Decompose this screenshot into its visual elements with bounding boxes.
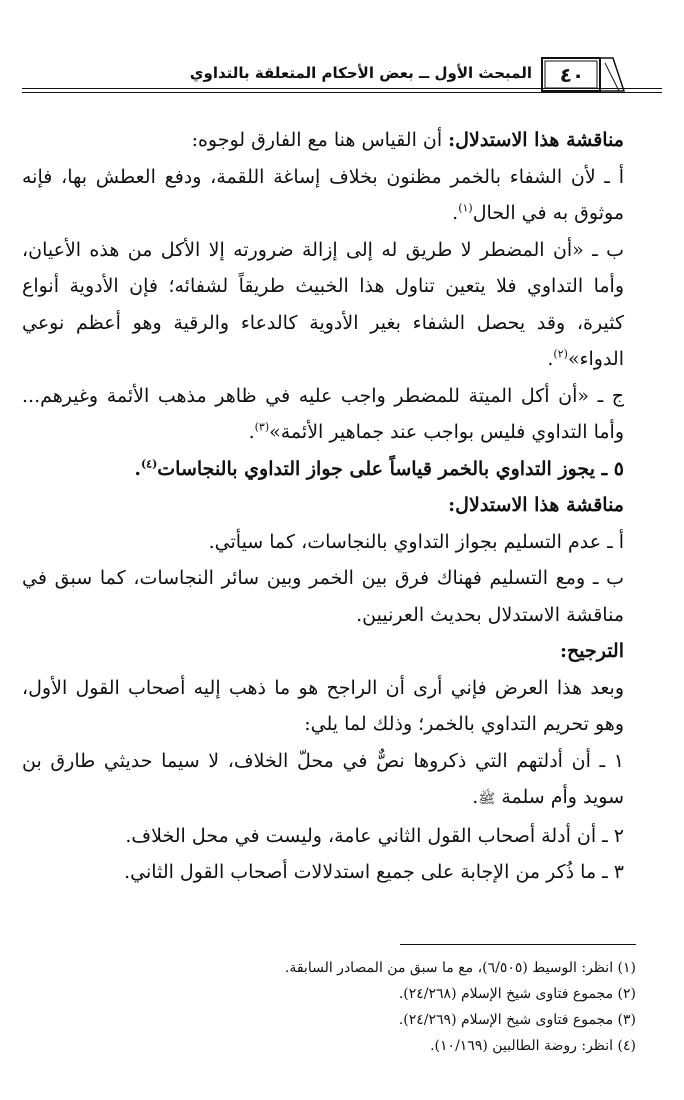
- paragraph: ٣ ـ ما ذُكر من الإجابة على جميع استدلالات أصحاب القول الثاني.: [124, 861, 624, 883]
- paragraph: [22, 743, 642, 818]
- footnote-ref[interactable]: (٤): [140, 457, 158, 471]
- paragraph: [22, 122, 642, 159]
- paragraph-text: أن القياس هنا مع الفارق لوجوه:: [191, 129, 449, 151]
- punctuation: .: [134, 457, 141, 480]
- footnote: (١) انظر: الوسيط (٦/٥٠٥)، مع ما سبق من المصادر السابقة.: [284, 960, 636, 976]
- paragraph-text: ١ ـ أن أدلتهم التي ذكروها نصٌّ في محلّ الخلاف، لا سيما حديثي طارق بن سويد وأم سلمة: [22, 749, 624, 808]
- paragraph-text: ج ـ «أن أكل الميتة للمضطر واجب عليه في ظاهر مذهب الأئمة وغيرهم... وأما التداوي فليس بواجب عند جماهير الأئمة»: [22, 384, 624, 443]
- paragraph-text: أ ـ لأن الشفاء بالخمر مظنون بخلاف إساغة اللقمة، ودفع العطش بها، فإنه موثوق به في الحال: [22, 165, 624, 224]
- preference-heading: الترجيح:: [559, 640, 624, 662]
- footnote-ref[interactable]: (١): [458, 201, 473, 215]
- footnotes: [40, 955, 636, 1059]
- paragraph: وبعد هذا العرض فإني أرى أن الراجح هو ما ذهب إليه أصحاب القول الأول، وهو تحريم التداوي بالخمر؛ وذلك لما يلي:: [22, 676, 624, 735]
- discussion-heading: مناقشة هذا الاستدلال:: [448, 494, 624, 516]
- header-rule-bottom: [22, 92, 662, 93]
- paragraph: [22, 378, 642, 451]
- header-rule-top: [22, 88, 662, 89]
- footnote: (٣) مجموع فتاوى شيخ الإسلام (٢٤/٢٦٩).: [398, 1012, 636, 1028]
- paragraph-text: ٥ ـ يجوز التداوي بالخمر قياساً على جواز التداوي بالنجاسات: [157, 457, 624, 480]
- punctuation: .: [248, 421, 255, 443]
- footnote: (٤) انظر: روضة الطالبين (١٠/١٦٩).: [430, 1038, 636, 1054]
- paragraph-text: ب ـ «أن المضطر لا طريق له إلى إزالة ضرورته إلا الأكل من هذه الأعيان، وأما التداوي فلا يتعين تناول هذا الخبيث طريقاً لشفائه؛ فإن الأدوية أنواع كثيرة، وقد يحصل الشفاء بغير الأدوية كالدعاء والرقية وهو أعظم نوعي الدواء»: [22, 238, 624, 370]
- paragraph: [22, 159, 642, 232]
- discussion-heading: مناقشة هذا الاستدلال:: [448, 129, 624, 151]
- punctuation: .: [547, 348, 554, 370]
- punctuation: .: [452, 202, 459, 224]
- paragraph: ٢ ـ أن أدلة أصحاب القول الثاني عامة، وليست في محل الخلاف.: [125, 824, 624, 847]
- paragraph: أ ـ عدم التسليم بجواز التداوي بالنجاسات، كما سيأتي.: [208, 530, 624, 553]
- main-text: [22, 122, 642, 891]
- footnote-ref[interactable]: (٣): [254, 420, 270, 434]
- honorific-glyph: ﷺ: [478, 791, 496, 807]
- footnote-ref[interactable]: (٢): [553, 347, 568, 361]
- paragraph: ب ـ ومع التسليم فهناك فرق بين الخمر وبين سائر النجاسات، كما سبق في مناقشة الاستدلال بحديث العرنيين.: [22, 567, 624, 626]
- footnote: (٢) مجموع فتاوى شيخ الإسلام (٢٤/٢٦٨).: [398, 986, 636, 1002]
- page-number: ٤٠: [559, 63, 585, 87]
- running-title: المبحث الأول ــ بعض الأحكام المتعلقة بالتداوي: [189, 64, 532, 82]
- punctuation: .: [472, 786, 479, 808]
- footnote-separator: [400, 944, 636, 945]
- paragraph: [22, 232, 642, 378]
- page-header: [22, 52, 662, 104]
- evidence-heading: [22, 451, 642, 488]
